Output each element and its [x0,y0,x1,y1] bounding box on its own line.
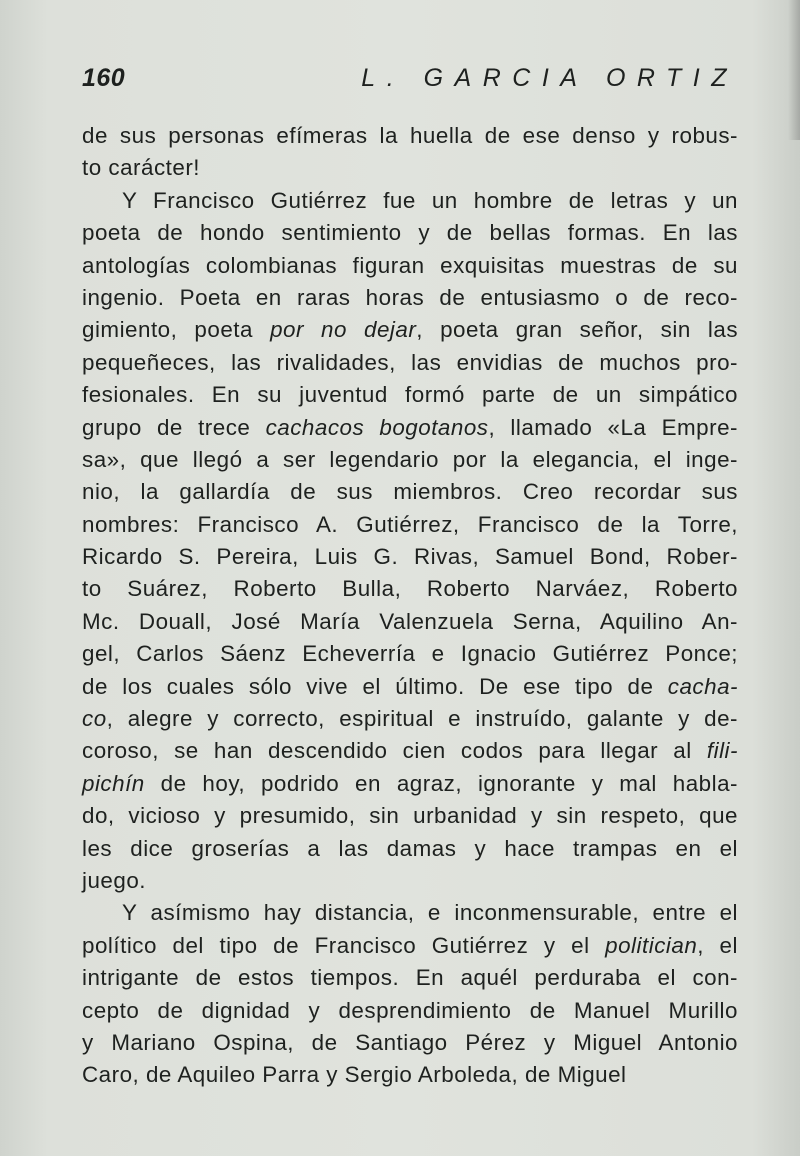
body-text [82,120,738,1092]
text-line: fesionales. En su juventud formó parte de un simpático [82,382,738,408]
italic-phrase: pichín [82,770,145,796]
text-line: de sus personas efímeras la huella de ese denso y robus- [82,123,738,148]
text-line: sa», que llegó a ser legendario por la elegancia, el inge- [82,446,738,472]
running-head [82,64,738,100]
italic-phrase: por no dejar [270,317,417,343]
text-line: cepto de dignidad y desprendimiento de Manuel Murillo [82,997,738,1023]
text-line: grupo de trece cachacos bogotanos, llamado «La Empre- [82,414,738,440]
page-edge-shadow [788,0,800,140]
italic-phrase: cacha- [667,673,738,699]
text-line: político del tipo de Francisco Gutiérrez y el politician, el [82,932,738,958]
text-line: antologías colombianas figuran exquisitas muestras de su [82,252,738,278]
text-line: Ricardo S. Pereira, Luis G. Rivas, Samuel Bond, Rober- [82,544,738,570]
italic-phrase: politician [605,932,698,958]
italic-phrase: fili- [706,738,738,764]
text-line: do, vicioso y presumido, sin urbanidad y sin respeto, que [82,803,738,829]
text-line: ingenio. Poeta en raras horas de entusiasmo o de reco- [82,284,738,310]
text-line: to Suárez, Roberto Bulla, Roberto Narváez, Roberto [82,576,738,602]
text-line: pequeñeces, las rivalidades, las envidias de muchos pro- [82,349,738,375]
page-number: 160 [82,64,126,92]
text-line: Caro, de Aquileo Parra y Sergio Arboleda, de Miguel [82,1062,627,1088]
text-line: nio, la gallardía de sus miembros. Creo recordar sus [82,479,738,505]
text-line: poeta de hondo sentimiento y de bellas formas. En las [82,220,738,246]
text-line: co, alegre y correcto, espiritual e instruído, galante y de- [82,706,738,732]
text-line: gimiento, poeta por no dejar, poeta gran señor, sin las [82,317,739,343]
italic-phrase: co [82,706,107,732]
text-line: juego. [82,867,147,893]
text-line: Y Francisco Gutiérrez fue un hombre de letras y un [122,187,738,213]
text-line: Mc. Douall, José María Valenzuela Serna, Aquilino An- [82,608,738,634]
running-title: L. GARCIA ORTIZ [361,64,738,92]
text-line: gel, Carlos Sáenz Echeverría e Ignacio Gutiérrez Ponce; [82,641,738,667]
text-line: Y asímismo hay distancia, e inconmensurable, entre el [122,900,738,926]
text-line: de los cuales sólo vive el último. De ese tipo de cacha- [82,673,738,699]
italic-phrase: cachacos bogotanos [265,414,489,440]
text-line: pichín de hoy, podrido en agraz, ignorante y mal habla- [82,770,738,796]
text-line: to carácter! [82,155,200,181]
text-line: les dice groserías a las damas y hace trampas en el [82,835,738,861]
text-line: nombres: Francisco A. Gutiérrez, Francisco de la Torre, [82,511,738,537]
text-line: y Mariano Ospina, de Santiago Pérez y Miguel Antonio [82,1029,738,1055]
text-line: coroso, se han descendido cien codos para llegar al fili- [82,738,738,764]
text-line: intrigante de estos tiempos. En aquél perduraba el con- [82,965,738,991]
